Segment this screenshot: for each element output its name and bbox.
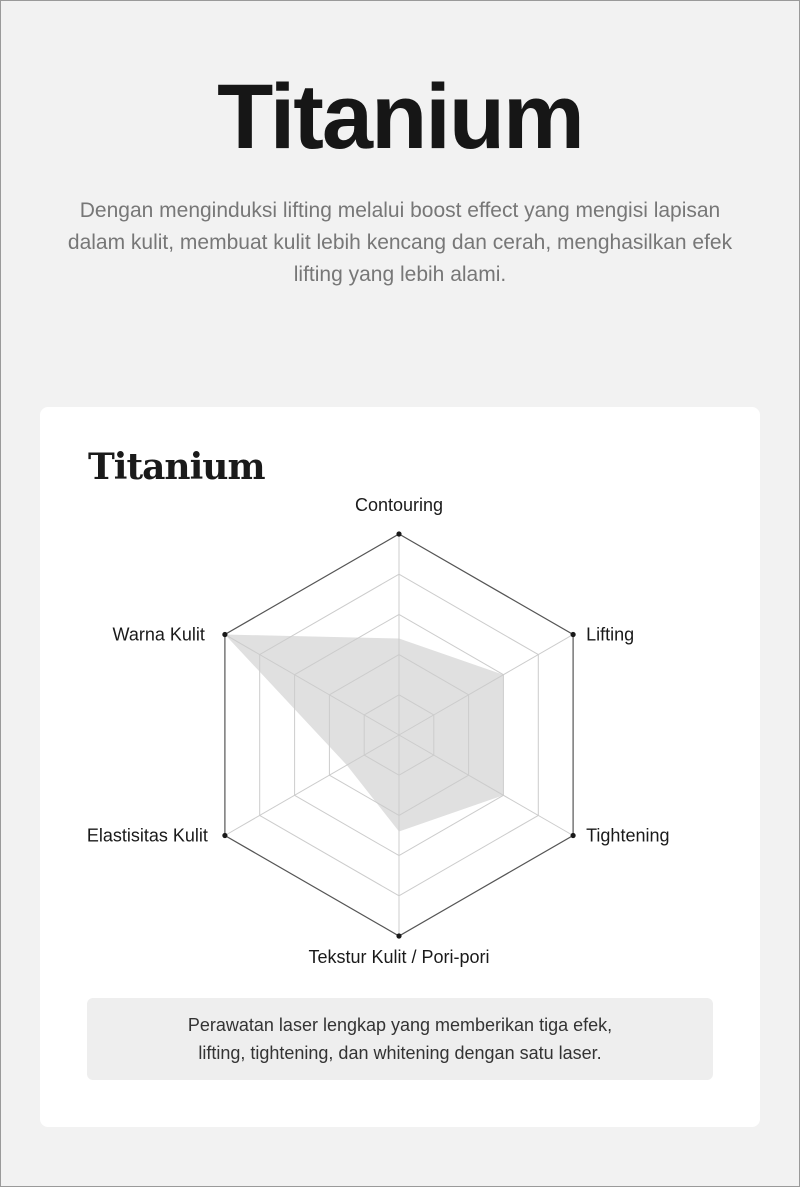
page-title: Titanium	[217, 66, 583, 168]
radar-vertex-warna-kulit	[222, 632, 227, 637]
chart-title: Titanium	[88, 446, 265, 488]
radar-chart	[40, 407, 760, 987]
summary-note-line-1: Perawatan laser lengkap yang memberikan tiga efek,	[187, 1015, 613, 1035]
radar-vertex-elastisitas-kulit	[222, 833, 227, 838]
axis-label-contouring: Contouring	[354, 495, 444, 515]
axis-label-elastisitas-kulit: Elastisitas Kulit	[86, 825, 208, 846]
page-description: Dengan menginduksi lifting melalui boost effect yang mengisi lapisan dalam kulit, membuat kulit lebih kencang dan cerah, menghasilkan efek lifting yang lebih alami.	[67, 199, 733, 286]
radar-vertex-tekstur-kulit-pori-pori	[396, 933, 401, 938]
radar-vertex-contouring	[396, 531, 401, 536]
axis-label-lifting: Lifting	[586, 624, 635, 645]
radar-vertex-lifting	[571, 632, 576, 637]
axis-label-tekstur-kulit-pori-pori: Tekstur Kulit / Pori-pori	[308, 947, 490, 967]
chart-card	[40, 407, 760, 1127]
axis-label-warna-kulit: Warna Kulit	[112, 624, 205, 645]
summary-note-line-2: lifting, tightening, dan whitening dengan satu laser.	[198, 1043, 602, 1063]
axis-label-tightening: Tightening	[586, 825, 670, 846]
summary-note	[87, 998, 713, 1080]
radar-vertex-tightening	[571, 833, 576, 838]
